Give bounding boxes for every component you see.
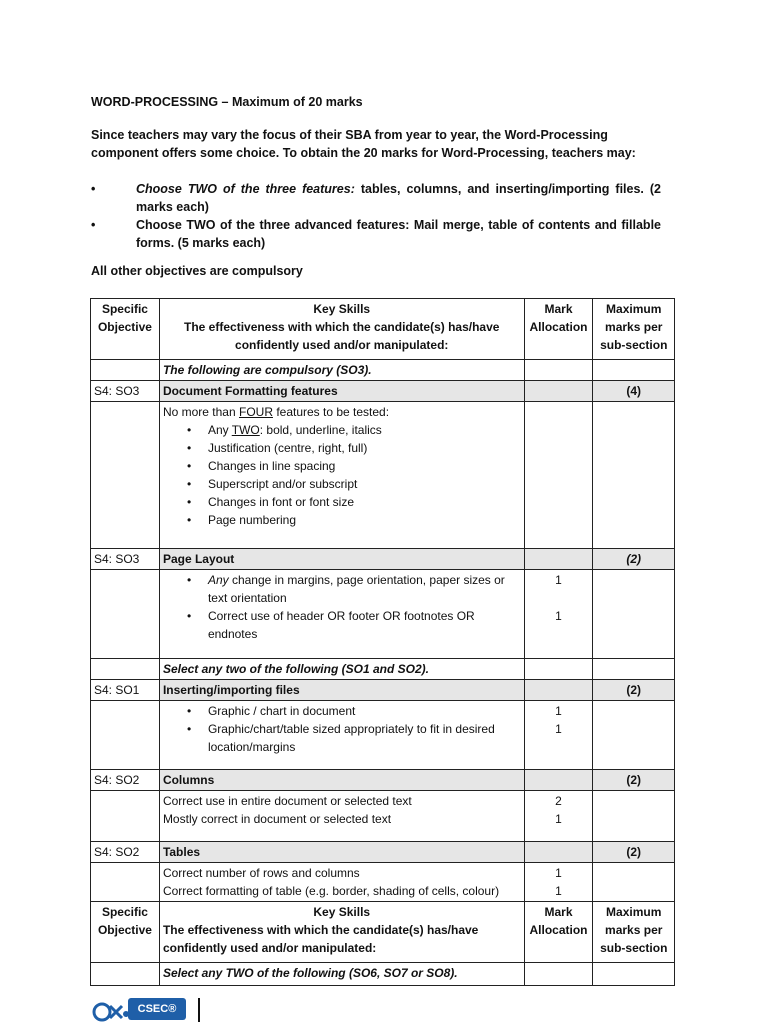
cxc-emblem-icon	[92, 1000, 130, 1024]
list-item: • Justification (centre, right, full)	[187, 439, 521, 457]
mark-values: 1 1	[524, 863, 593, 902]
max-marks: (2)	[593, 549, 675, 570]
header-mark-allocation: Mark Allocation	[524, 299, 593, 360]
list-item: • Any change in margins, page orientation, paper sizes or text orientation	[187, 571, 521, 607]
table-row	[91, 570, 675, 659]
bullet-icon: •	[91, 182, 96, 196]
advanced-row-note: Select any TWO of the following (SO6, SO7 or SO8).	[159, 963, 524, 986]
mark-values: 1 1	[524, 570, 593, 659]
table-row	[91, 863, 675, 902]
table-row	[91, 549, 675, 570]
header-mark-allocation: Mark Allocation	[524, 902, 593, 963]
header-specific-objective: Specific Objective	[91, 299, 160, 360]
choice-lead: Choose TWO of the three features:	[136, 182, 355, 196]
skill-details: Correct use in entire document or selected text Mostly correct in document or selected text	[159, 791, 524, 842]
compulsory-note: All other objectives are compulsory	[91, 264, 303, 278]
bullet-icon: •	[91, 218, 96, 232]
max-marks: (2)	[593, 680, 675, 701]
skill-title: Page Layout	[159, 549, 524, 570]
section-heading: WORD-PROCESSING – Maximum of 20 marks	[91, 95, 363, 109]
skill-details: Correct number of rows and columns Correct formatting of table (e.g. border, shading of cells, colour)	[159, 863, 524, 902]
choice-list	[91, 180, 661, 252]
list-item: • Any TWO: bold, underline, italics	[187, 421, 521, 439]
table-row	[91, 360, 675, 381]
choice-item-1	[91, 180, 661, 216]
header-max-marks: Maximum marks per sub-section	[593, 299, 675, 360]
table-row	[91, 842, 675, 863]
max-marks: (2)	[593, 770, 675, 791]
header-key-skills-desc: The effectiveness with which the candidate(s) has/have confidently used and/or manipulated:	[184, 320, 500, 352]
csec-badge: CSEC®	[128, 998, 186, 1020]
table-row	[91, 680, 675, 701]
table-row	[91, 659, 675, 680]
table-row	[91, 381, 675, 402]
objective-code: S4: SO2	[91, 842, 160, 863]
skill-title: Document Formatting features	[159, 381, 524, 402]
header-max-marks: Maximum marks per sub-section	[593, 902, 675, 963]
list-item: • Changes in font or font size	[187, 493, 521, 511]
objective-code: S4: SO1	[91, 680, 160, 701]
mark-values: 1 1	[524, 701, 593, 770]
intro-paragraph: Since teachers may vary the focus of their SBA from year to year, the Word-Processing component offers some choice. To obtain the 20 marks for Word-Processing, teachers may:	[91, 128, 636, 160]
skill-details	[159, 570, 524, 659]
header-specific-objective: Specific Objective	[91, 902, 160, 963]
choice-rest: Choose TWO of the three advanced features: Mail merge, table of contents and fillable forms. (5 marks each)	[136, 218, 661, 250]
divider	[198, 998, 200, 1022]
header-key-skills: Key Skills The effectiveness with which the candidate(s) has/have confidently used and/or manipulated:	[159, 902, 524, 963]
max-marks: (2)	[593, 842, 675, 863]
choice-rest: tables, columns, and inserting/importing files. (2 marks each)	[136, 182, 662, 214]
table-row	[91, 963, 675, 986]
skill-title: Columns	[159, 770, 524, 791]
list-item: • Page numbering	[187, 511, 521, 529]
objective-code: S4: SO3	[91, 549, 160, 570]
skill-details	[159, 701, 524, 770]
header-key-skills	[159, 299, 524, 360]
select-row-note: Select any two of the following (SO1 and SO2).	[159, 659, 524, 680]
list-item: • Changes in line spacing	[187, 457, 521, 475]
table-row	[91, 791, 675, 842]
skill-title: Tables	[159, 842, 524, 863]
compulsory-row-note: The following are compulsory (SO3).	[159, 360, 524, 381]
table-row	[91, 770, 675, 791]
list-item: • Graphic/chart/table sized appropriately to fit in desired location/margins	[187, 720, 521, 756]
table-header-row	[91, 299, 675, 360]
max-marks: (4)	[593, 381, 675, 402]
table-row	[91, 701, 675, 770]
list-item: • Graphic / chart in document	[187, 702, 521, 720]
csec-logo	[92, 996, 202, 1024]
objective-code: S4: SO3	[91, 381, 160, 402]
table-header-row	[91, 902, 675, 963]
list-item: • Correct use of header OR footer OR footnotes OR endnotes	[187, 607, 521, 643]
skill-title: Inserting/importing files	[159, 680, 524, 701]
skill-details: No more than FOUR features to be tested: • Any TWO: bold, underline, italics • Justification (centre, right, full) • Changes in line spacing • Superscript and/or subscript • Changes in font or font size • Page numbering	[159, 402, 524, 549]
table-row	[91, 402, 675, 549]
list-item: • Superscript and/or subscript	[187, 475, 521, 493]
skills-table	[90, 298, 675, 986]
mark-values: 2 1	[524, 791, 593, 842]
header-key-skills-title: Key Skills	[313, 302, 371, 316]
choice-item-2	[91, 216, 661, 252]
objective-code: S4: SO2	[91, 770, 160, 791]
